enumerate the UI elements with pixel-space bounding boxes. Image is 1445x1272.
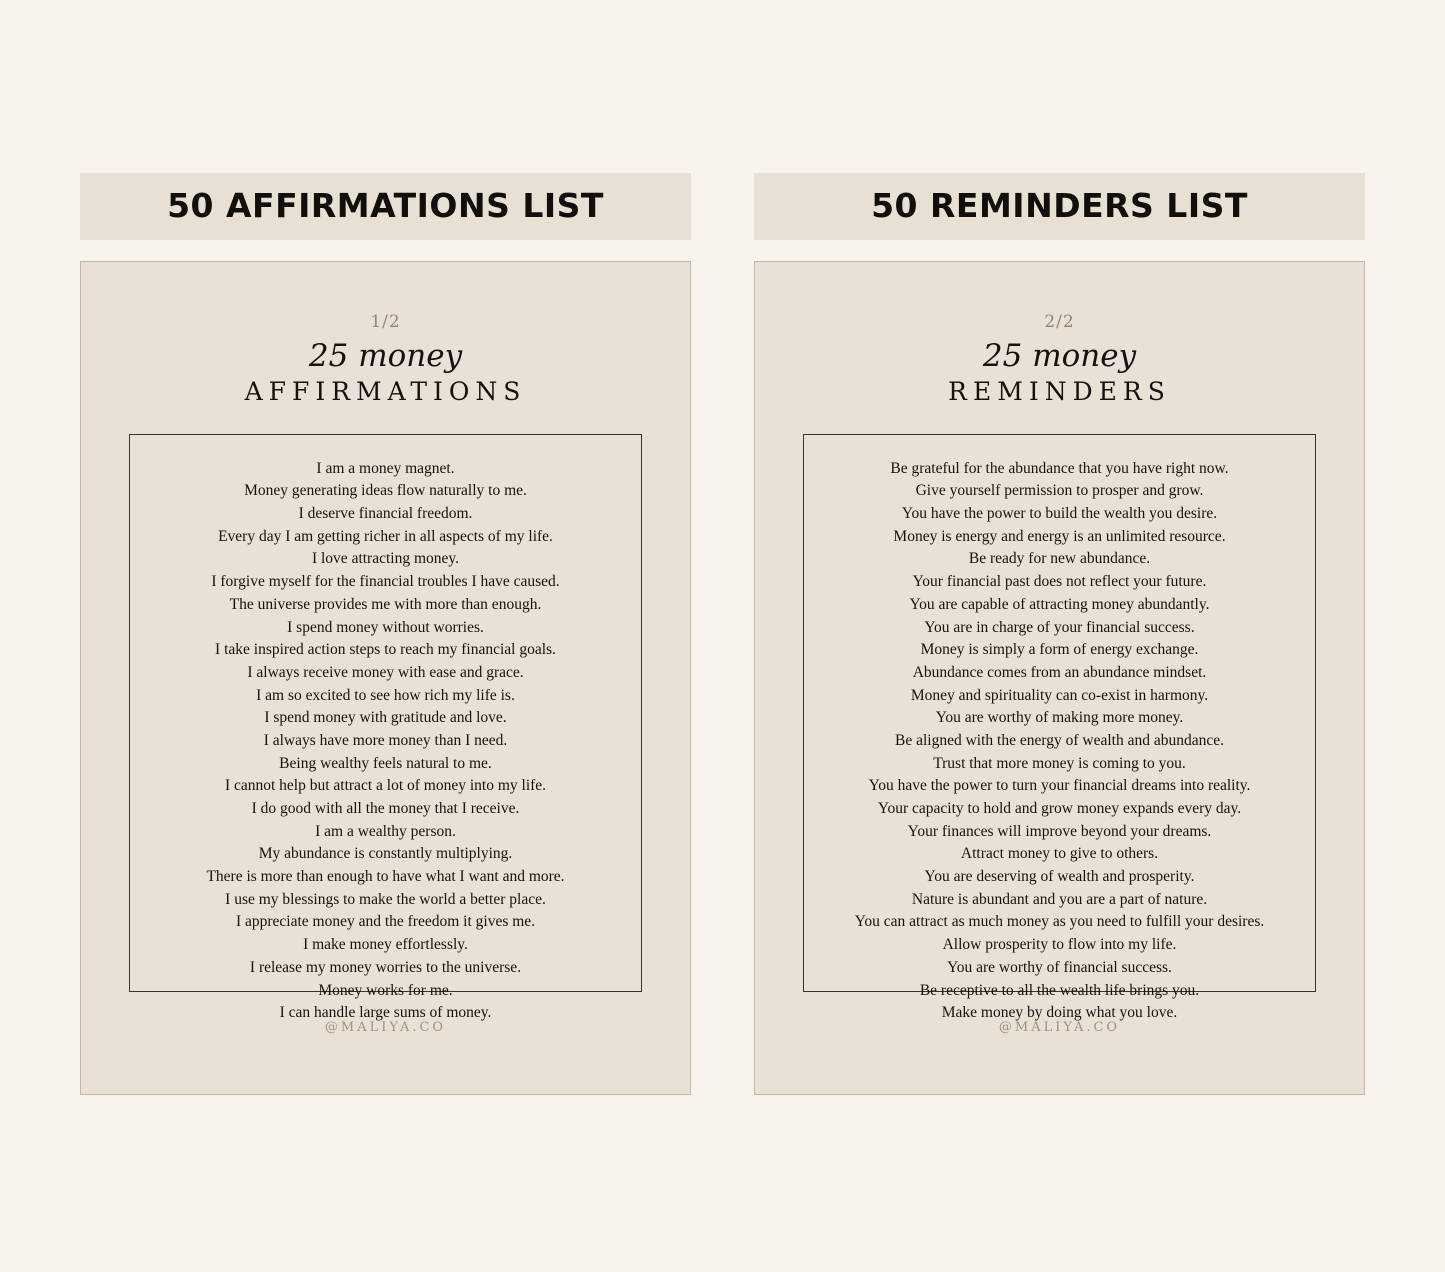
list-item: Your finances will improve beyond your dreams. [907, 822, 1212, 840]
list-item: Money and spirituality can co-exist in harmony. [910, 686, 1209, 704]
affirmations-card [80, 261, 691, 1095]
list-item: I make money effortlessly. [303, 936, 468, 954]
list-item: Trust that more money is coming to you. [933, 754, 1186, 772]
list-item: I spend money with gratitude and love. [264, 709, 507, 727]
list-item: I love attracting money. [311, 550, 460, 568]
affirmations-banner [80, 173, 691, 240]
list-item: I cannot help but attract a lot of money into my life. [224, 777, 547, 795]
affirmations-banner-label: 50 AFFIRMATIONS LIST [167, 186, 604, 225]
list-item: Every day I am getting richer in all aspects of my life. [218, 527, 553, 545]
list-item: Your capacity to hold and grow money expands every day. [877, 800, 1242, 817]
reminders-list [818, 457, 1301, 1024]
list-item: I forgive myself for the financial troubles I have caused. [211, 573, 560, 591]
affirmations-footer-handle: @MALIYA.CO [324, 1020, 447, 1036]
reminders-column [754, 0, 1365, 1272]
list-item: Abundance comes from an abundance mindset. [912, 663, 1207, 681]
list-item: Being wealthy feels natural to me. [279, 754, 492, 772]
list-item: Allow prosperity to flow into my life. [942, 936, 1177, 954]
list-item: Money works for me. [318, 981, 453, 999]
affirmations-card-index: 1/2 [370, 312, 401, 332]
reminders-banner [754, 173, 1365, 240]
reminders-card-title-script: 25 money [982, 338, 1137, 374]
list-item: Make money by doing what you love. [941, 1004, 1178, 1022]
reminders-list-box [803, 434, 1316, 1022]
list-item: My abundance is constantly multiplying. [258, 845, 513, 863]
list-item: I am a money magnet. [316, 459, 455, 477]
affirmations-list [144, 457, 627, 1024]
list-item: I appreciate money and the freedom it gives me. [235, 913, 536, 931]
list-item: I am so excited to see how rich my life is. [256, 686, 515, 704]
list-item: I do good with all the money that I receive. [251, 800, 520, 817]
list-item: You are worthy of making more money. [935, 709, 1184, 727]
list-item: I use my blessings to make the world a better place. [225, 890, 546, 908]
list-item: Money is simply a form of energy exchange. [920, 641, 1199, 659]
list-item: I am a wealthy person. [315, 822, 456, 840]
affirmations-card-title-script: 25 money [308, 338, 463, 374]
affirmations-column [80, 0, 691, 1272]
list-item: Nature is abundant and you are a part of nature. [911, 890, 1208, 908]
list-item: Be aligned with the energy of wealth and abundance. [895, 731, 1224, 749]
list-item: You are in charge of your financial success. [924, 618, 1195, 636]
reminders-card [754, 261, 1365, 1095]
list-item: Be grateful for the abundance that you have right now. [890, 459, 1229, 477]
list-item: I take inspired action steps to reach my financial goals. [215, 641, 556, 659]
list-item: There is more than enough to have what I want and more. [206, 868, 565, 886]
list-item: You are capable of attracting money abundantly. [909, 595, 1210, 613]
list-item: The universe provides me with more than enough. [229, 595, 542, 613]
list-item: Be ready for new abundance. [968, 550, 1151, 568]
list-item: Your financial past does not reflect your future. [912, 573, 1207, 591]
list-item: You are worthy of financial success. [947, 958, 1172, 976]
list-item: I always receive money with ease and grace. [247, 663, 524, 681]
list-item: I can handle large sums of money. [279, 1004, 492, 1022]
reminders-footer-handle: @MALIYA.CO [998, 1020, 1121, 1036]
list-item: Be receptive to all the wealth life brings you. [919, 981, 1200, 999]
list-item: I always have more money than I need. [263, 731, 508, 749]
reminders-banner-label: 50 REMINDERS LIST [871, 186, 1248, 225]
list-item: You are deserving of wealth and prosperity. [924, 868, 1195, 886]
list-item: I deserve financial freedom. [298, 505, 473, 523]
list-item: You can attract as much money as you need to fulfill your desires. [854, 913, 1265, 931]
list-item: You have the power to build the wealth you desire. [901, 505, 1218, 523]
reminders-card-title-spaced: REMINDERS [948, 377, 1171, 407]
list-item: Money is energy and energy is an unlimited resource. [893, 527, 1226, 545]
list-item: Money generating ideas flow naturally to me. [244, 482, 527, 500]
list-item: Attract money to give to others. [960, 845, 1159, 863]
affirmations-card-title-spaced: AFFIRMATIONS [244, 377, 527, 407]
list-item: You have the power to turn your financial dreams into reality. [868, 777, 1251, 795]
affirmations-list-box [129, 434, 642, 1022]
list-item: I release my money worries to the universe. [249, 958, 522, 976]
list-item: I spend money without worries. [287, 618, 484, 636]
reminders-card-index: 2/2 [1044, 312, 1075, 332]
list-item: Give yourself permission to prosper and grow. [915, 482, 1204, 500]
